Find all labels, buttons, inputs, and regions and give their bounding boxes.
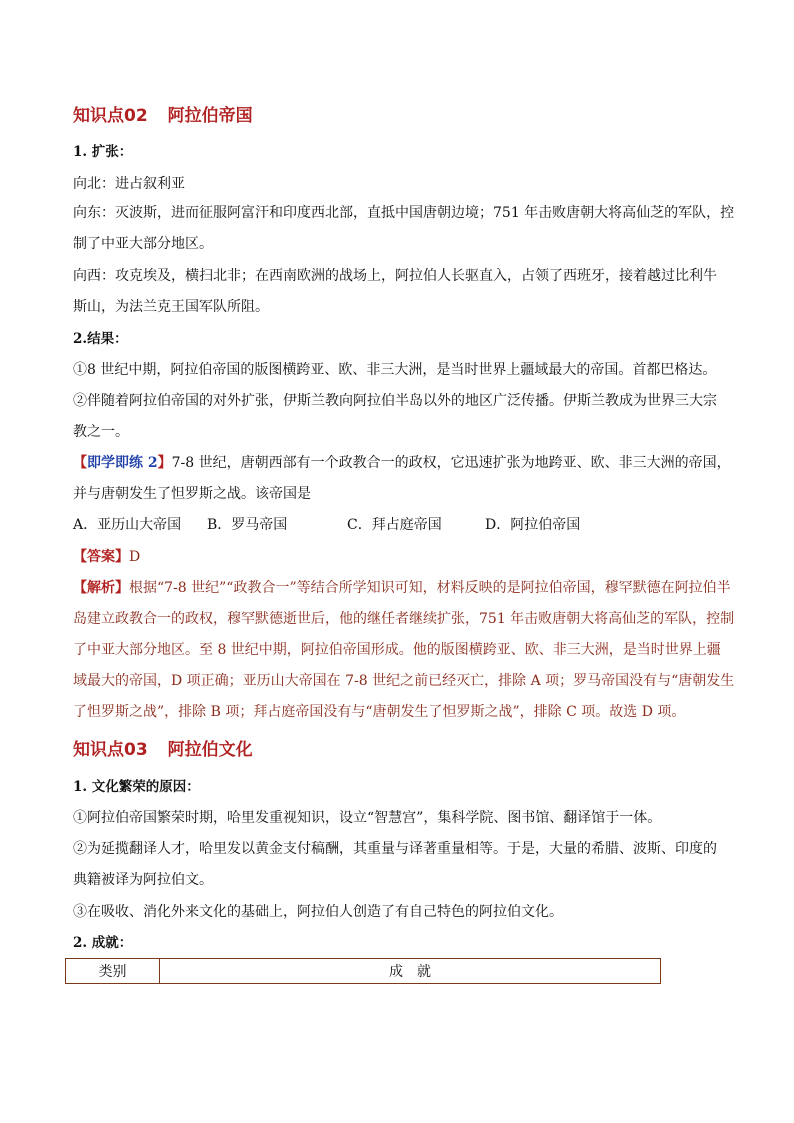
section-heading-arab-culture [73, 740, 253, 760]
option-d: D．阿拉伯帝国 [485, 517, 581, 533]
practice-tag-text: 即学即练 2 [87, 455, 158, 471]
table-header-category: 类别 [66, 959, 160, 984]
table-header-achievement: 成 就 [160, 959, 661, 984]
analysis-line-3: 了中亚大部分地区。至 8 世纪中期，阿拉伯帝国形成。他的版图横跨亚、欧、非三大洲，是当时世界上疆 [73, 642, 721, 658]
section-title: 阿拉伯帝国 [167, 106, 253, 126]
reason-text-2b: 典籍被译为阿拉伯文。 [73, 872, 213, 888]
east-text-line-2: 制了中亚大部分地区。 [73, 236, 213, 252]
option-c: C．拜占庭帝国 [347, 517, 442, 533]
practice-question-text: 7-8 世纪，唐朝西部有一个政教合一的政权，它迅速扩张为地跨亚、欧、非三大洲的帝国， [171, 455, 731, 471]
analysis-line-1 [73, 580, 731, 596]
west-text-line-2: 斯山，为法兰克王国军队所阻。 [73, 299, 269, 315]
practice-question-line-2: 并与唐朝发生了怛罗斯之战。该帝国是 [73, 486, 311, 502]
achievement-table [65, 958, 661, 984]
reason-text-1: ①阿拉伯帝国繁荣时期，哈里发重视知识，设立“智慧宫”，集科学院、图书馆、翻译馆于一体。 [73, 810, 662, 826]
reason-text-2a: ②为延揽翻译人才，哈里发以黄金支付稿酬，其重量与译著重量相等。于是，大量的希腊、波斯、印度的 [73, 841, 717, 857]
reason-text-3: ③在吸收、消化外来文化的基础上，阿拉伯人创造了有自己特色的阿拉伯文化。 [73, 904, 563, 920]
option-b: B．罗马帝国 [207, 517, 288, 533]
west-text-line-1: 向西：攻克埃及，横扫北非；在西南欧洲的战场上，阿拉伯人长驱直入，占领了西班牙，接着越过比利牛 [73, 268, 717, 284]
result-text-1: ①8 世纪中期，阿拉伯帝国的版图横跨亚、欧、非三大洲，是当时世界上疆域最大的帝国。首都巴格达。 [73, 362, 717, 378]
answer-tag: 【答案】 [73, 549, 129, 565]
result-text-2a: ②伴随着阿拉伯帝国的对外扩张，伊斯兰教向阿拉伯半岛以外的地区广泛传播。伊斯兰教成为世界三大宗 [73, 393, 717, 409]
achievement-title: 2. 成就： [73, 935, 133, 951]
analysis-line-5: 了怛罗斯之战”，排除 B 项；拜占庭帝国没有与“唐朝发生了怛罗斯之战”，排除 C 项。故选 D 项。 [73, 704, 686, 720]
result-title: 2.结果： [73, 331, 128, 347]
analysis-line-4: 域最大的帝国，D 项正确；亚历山大帝国在 7-8 世纪之前已经灭亡，排除 A 项；罗马帝国没有与“唐朝发生 [73, 673, 735, 689]
north-text: 向北：进占叙利亚 [73, 176, 185, 192]
options-row [73, 517, 580, 533]
practice-tag: 【即学即练 2】 [73, 455, 172, 471]
table-header-row [66, 959, 661, 984]
result-text-2b: 教之一。 [73, 424, 129, 440]
analysis-line-2: 岛建立政教合一的政权，穆罕默德逝世后，他的继任者继续扩张，751 年击败唐朝大将高仙芝的军队，控制 [73, 611, 735, 627]
east-text-line-1: 向东：灭波斯，进而征服阿富汗和印度西北部，直抵中国唐朝边境；751 年击败唐朝大将高仙芝的军队，控 [73, 205, 735, 221]
analysis-tag: 【解析】 [73, 580, 129, 596]
practice-question-line-1 [73, 455, 731, 471]
section-title: 阿拉伯文化 [167, 740, 253, 760]
analysis-text-1: 根据“7-8 世纪”“政教合一”等结合所学知识可知，材料反映的是阿拉伯帝国，穆罕默德在阿拉伯半 [129, 580, 731, 596]
section-number: 知识点03 [73, 740, 148, 760]
answer-line [73, 549, 140, 565]
reason-title: 1. 文化繁荣的原因： [73, 779, 200, 795]
expansion-title: 1. 扩张： [73, 144, 133, 160]
section-number: 知识点02 [73, 106, 148, 126]
section-heading-arab-empire [73, 106, 253, 126]
option-a: A．亚历山大帝国 [73, 517, 182, 533]
answer-value: D [129, 549, 141, 565]
